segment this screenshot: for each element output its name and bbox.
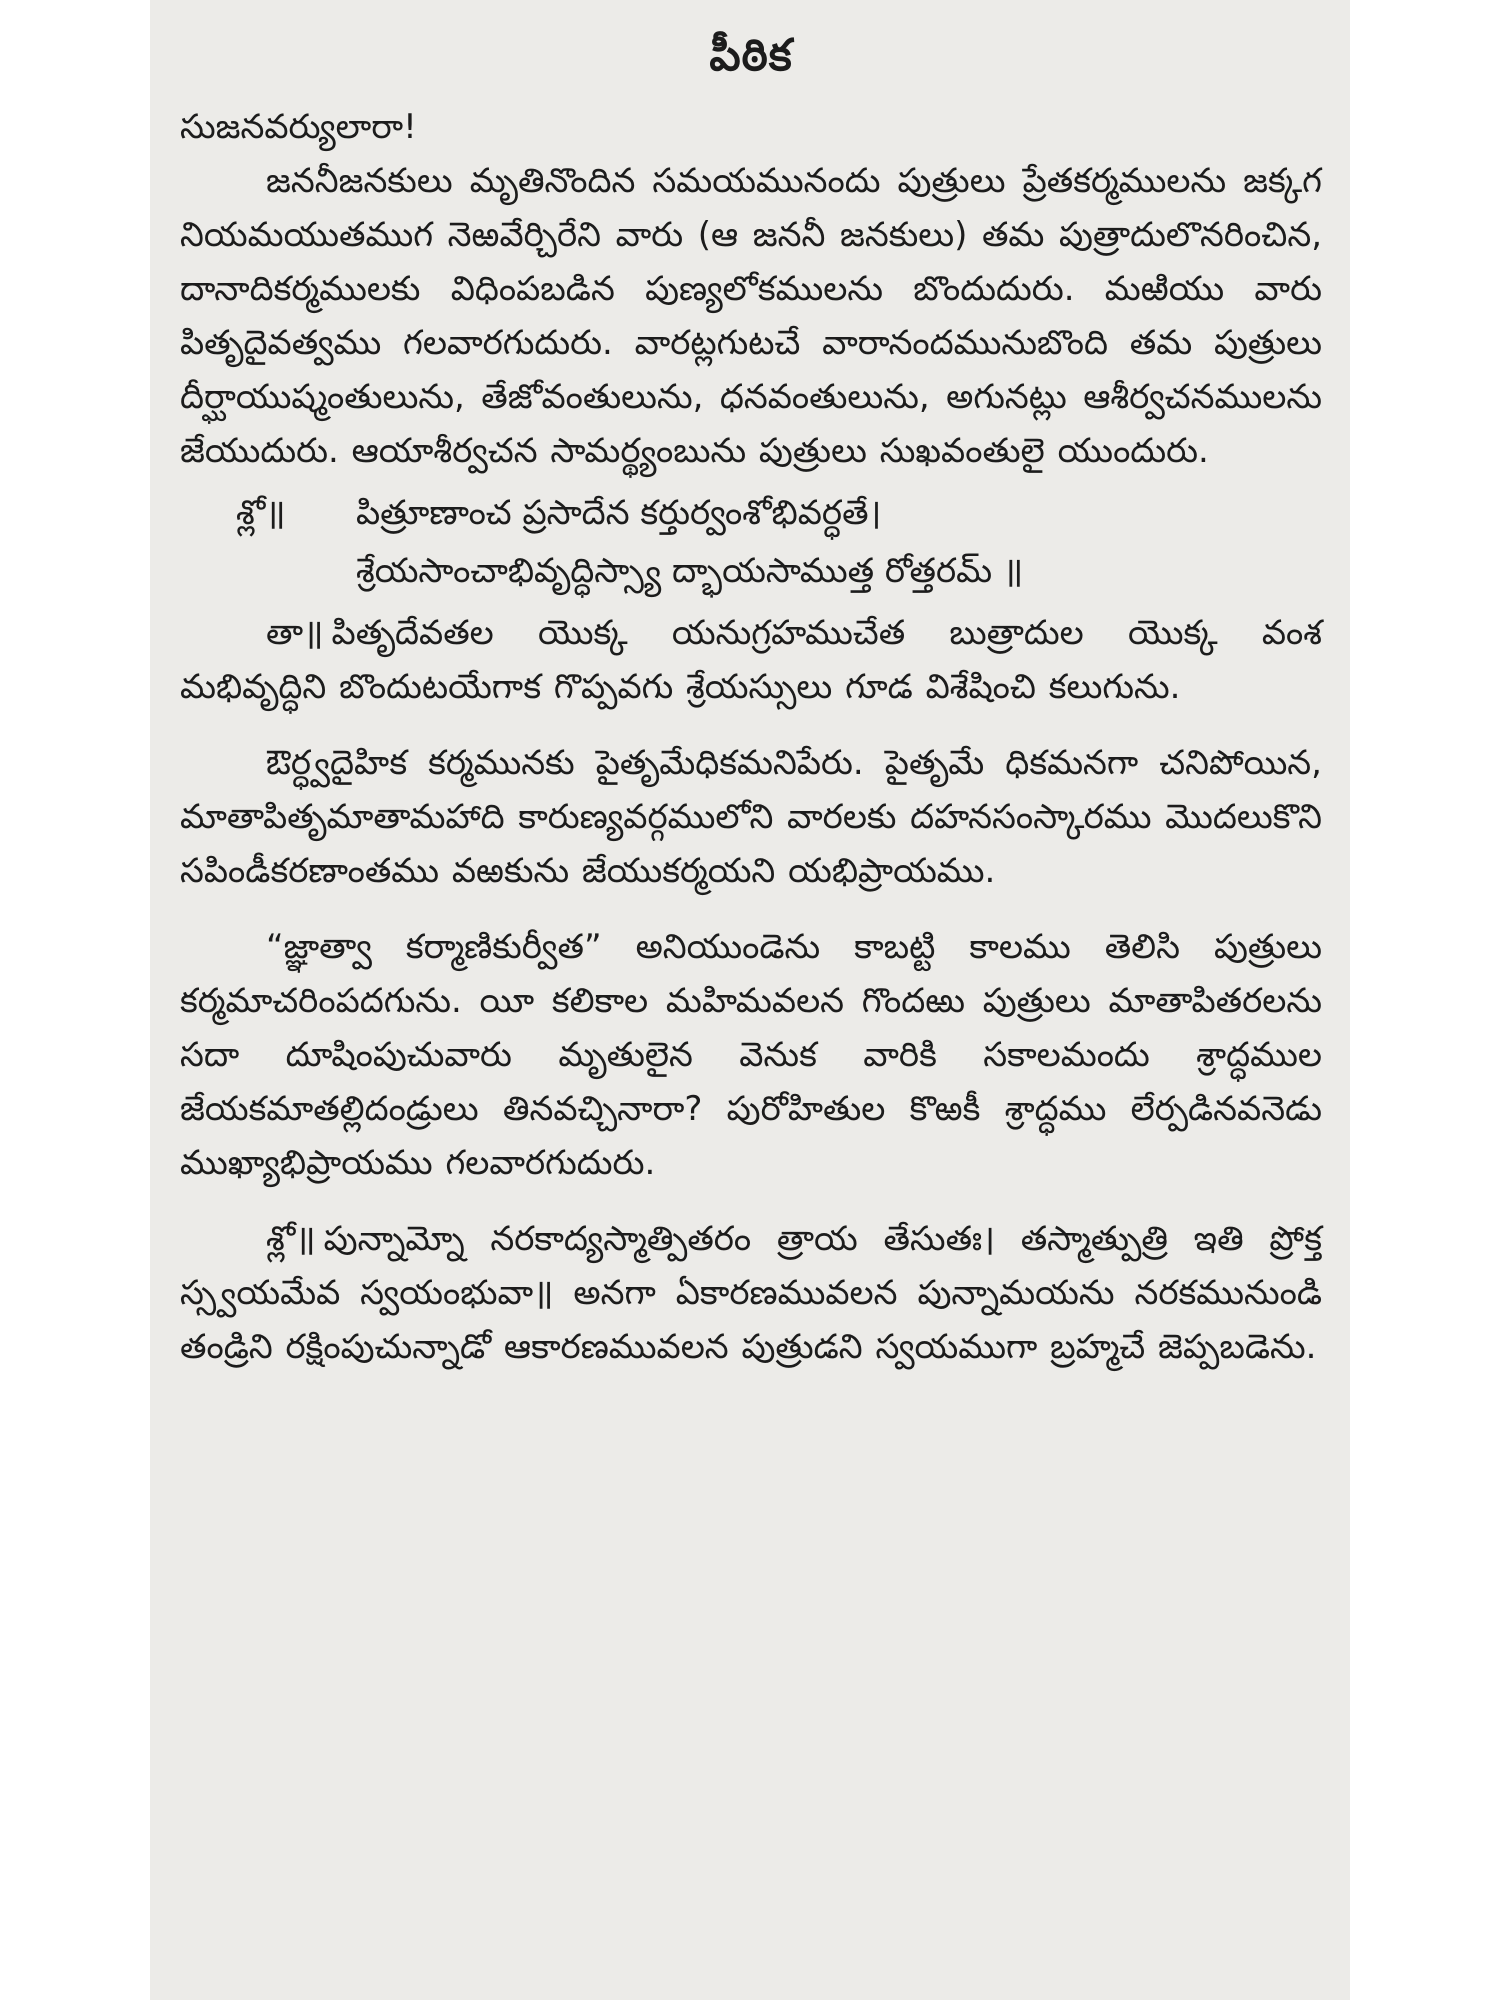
verse-2-marker: శ్లో॥	[266, 1219, 316, 1259]
paragraph-intro: జననీజనకులు మృతినొందిన సమయమునందు పుత్రులు ప్రేతకర్మములను జక్కగ నియమయుతముగ నెఱవేర్చిరేని వారు (ఆ జననీ జనకులు) తమ పుత్రాదులొనరించిన, దానాదికర్మములకు విధింపబడిన పుణ్యలోకములను బొందుదురు. మఱియు వారు పితృదైవత్వము గలవారగుదురు. వారట్లగుటచే వారానందమునుబొంది తమ పుత్రులు దీర్ఘాయుష్మంతులును, తేజోవంతులును, ధనవంతులును, అగునట్లు ఆశీర్వచనములను జేయుదురు. ఆయాశీర్వచన సామర్థ్యంబును పుత్రులు సుఖవంతులై యుందురు.	[180, 161, 1322, 471]
scanned-page	[150, 0, 1350, 2000]
verse-1-line-1: పిత్రూణాంచ ప్రసాదేన కర్తుర్వంశోభివర్ధతే।	[356, 493, 882, 533]
meaning-text: పితృదేవతల యొక్క యనుగ్రహముచేత బుత్రాదుల యొక్క వంశ మభివృద్ధిని బొందుటయేగాక గొప్పవగు శ్రేయస్సులు గూడ విశేషించి కలుగును.	[180, 613, 1322, 707]
meaning-paragraph	[180, 606, 1322, 714]
verse-block-1	[180, 484, 1322, 600]
paragraph-jnatva: “జ్ఞాత్వా కర్మాణికుర్వీత” అనియుండెను కాబట్టి కాలము తెలిసి పుత్రులు కర్మమాచరింపదగును. యీ కలికాల మహిమవలన గొందఱు పుత్రులు మాతాపితరలను సదా దూషింపుచువారు మృతులైన వెనుక వారికి సకాలమందు శ్రాద్ధముల జేయకమాతల్లిదండ్రులు తినవచ్చినారా? పురోహితుల కొఱకీ శ్రాద్ధము లేర్పడినవనెడు ముఖ్యాభిప్రాయము గలవారగుదురు.	[180, 927, 1322, 1183]
verse-1-row	[180, 484, 1322, 542]
paragraph-aurdhvadaihika: ఔర్ధ్వదైహిక కర్మమునకు పైతృమేధికమనిపేరు. పైతృమే ధికమనగా చనిపోయిన, మాతాపితృమాతామహాది కారుణ్యవర్గములోని వారలకు దహనసంస్కారము మొదలుకొని సపిండీకరణాంతము వఱకును జేయుకర్మయని యభిప్రాయము.	[180, 743, 1322, 891]
salutation: సుజనవర్యులారా!	[180, 107, 417, 147]
meaning-marker: తా॥	[266, 613, 324, 653]
verse-2-paragraph	[180, 1212, 1322, 1374]
verse-2-continuation: తస్మాత్పుత్రి ఇతి ప్రోక్త స్స్వయమేవ స్వయంభువా॥ అనగా ఏకారణమువలన పున్నామయను నరకమునుండి తండ్రిని రక్షింపుచున్నాడో ఆకారణమువలన పుత్రుడని స్వయముగా బ్రహ్మచే జెప్పబడెను.	[180, 1219, 1323, 1367]
verse-2-line-1: పున్నామ్నో నరకాద్యస్మాత్పితరం త్రాయ తేసుతః।	[323, 1219, 995, 1259]
verse-1-marker: శ్లో॥	[236, 493, 286, 533]
verse-1-line-2: శ్రేయసాంచాభివృద్ధిస్స్యా ద్భాయసాముత్త రోత్తరమ్ ॥	[356, 551, 1024, 591]
page-title: పీఠిక	[709, 30, 793, 81]
